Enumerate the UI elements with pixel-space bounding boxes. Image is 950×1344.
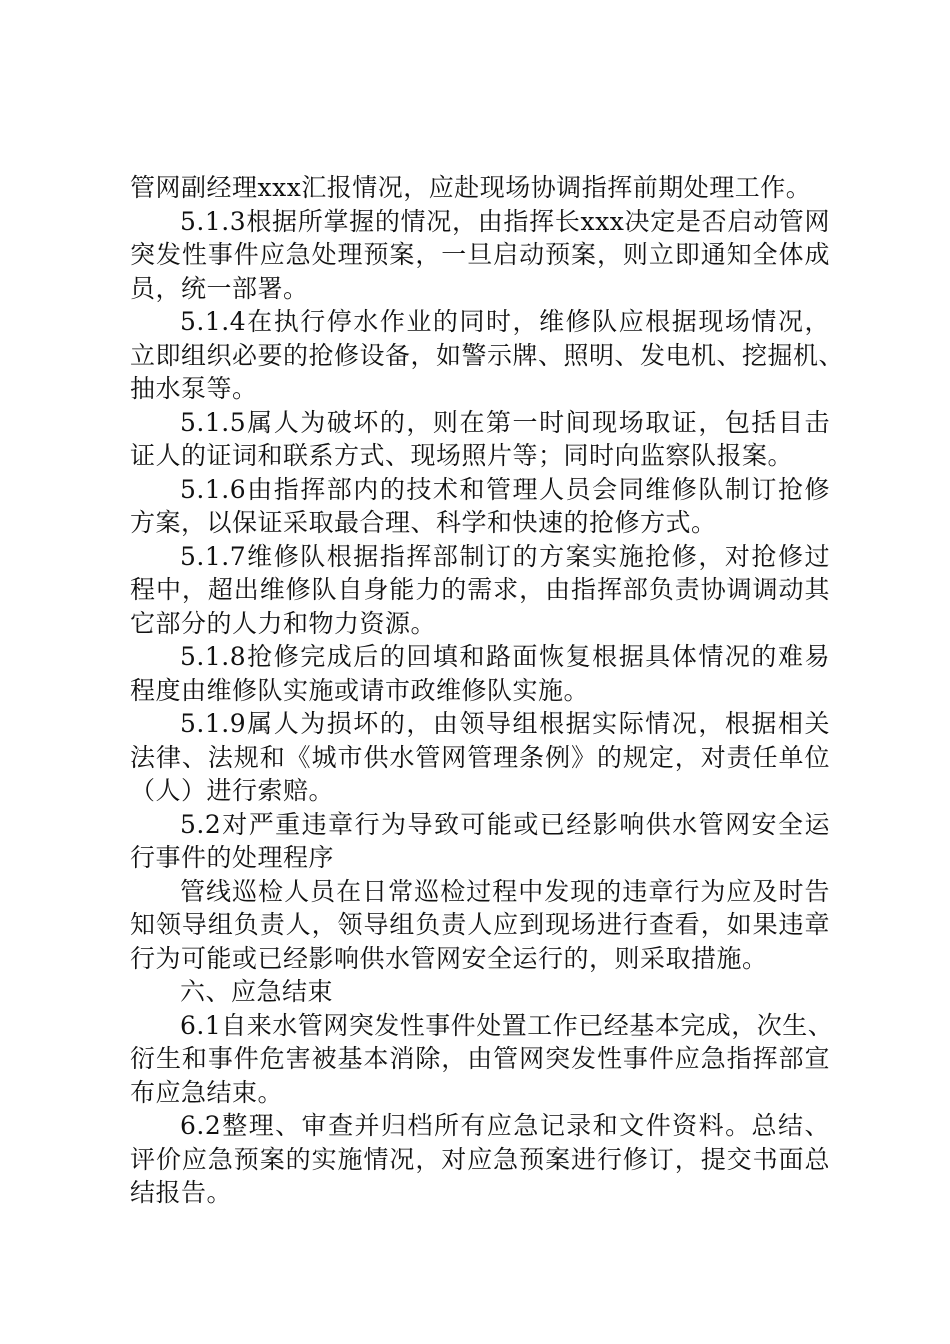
paragraph-5-1-5 (130, 406, 830, 473)
text-line: 6.1自来水管网突发性事件处置工作已经基本完成，次生、 (180, 1010, 834, 1040)
text-line: 5.1.8抢修完成后的回填和路面恢复根据具体情况的难易 (180, 642, 830, 671)
text-line: 5.1.5属人为破坏的，则在第一时间现场取证，包括目击 (180, 407, 830, 437)
text-line: 知领导组负责人，领导组负责人应到现场进行查看，如果违章 (130, 910, 830, 939)
text-line: 5.1.4在执行停水作业的同时，维修队应根据现场情况， (180, 307, 830, 336)
text-line: 程度由维修队实施或请市政维修队实施。 (130, 675, 590, 705)
paragraph-5-1-6 (130, 473, 830, 540)
text-line: 管网副经理xxx汇报情况，应赴现场协调指挥前期处理工作。 (130, 173, 812, 202)
text-line: 程中，超出维修队自身能力的需求，由指挥部负责协调调动其 (130, 575, 830, 604)
text-line: 员，统一部署。 (130, 273, 309, 303)
text-line: 突发性事件应急处理预案，一旦启动预案，则立即通知全体成 (130, 240, 830, 269)
text-line: 它部分的人力和物力资源。 (130, 608, 437, 638)
text-line: 5.2对严重违章行为导致可能或已经影响供水管网安全运 (180, 809, 830, 839)
paragraph-5-1-7 (130, 540, 830, 641)
text-line: 布应急结束。 (130, 1077, 284, 1107)
text-line: 抽水泵等。 (130, 374, 258, 403)
paragraph-5-2 (130, 808, 830, 875)
text-line: 6.2整理、审查并归档所有应急记录和文件资料。总结、 (180, 1111, 830, 1140)
paragraph-5-1-3 (130, 205, 830, 306)
text-line: 结报告。 (130, 1178, 233, 1207)
text-line: 5.1.7维修队根据指挥部制订的方案实施抢修，对抢修过 (180, 541, 830, 571)
text-line: 衍生和事件危害被基本消除，由管网突发性事件应急指挥部宣 (130, 1044, 830, 1073)
paragraph-5-1-8 (130, 640, 830, 707)
text-line: 证人的证词和联系方式、现场照片等；同时向监察队报案。 (130, 441, 794, 470)
text-line: 5.1.9属人为损坏的，由领导组根据实际情况，根据相关 (180, 709, 830, 738)
text-line: 行为可能或已经影响供水管网安全运行的，则采取措施。 (130, 943, 768, 973)
text-line: 立即组织必要的抢修设备，如警示牌、照明、发电机、挖掘机、 (130, 340, 845, 370)
paragraph-patrol (130, 875, 830, 976)
paragraph-6-1 (130, 1009, 834, 1110)
document-body (130, 171, 845, 1210)
text-line: 行事件的处理程序 (130, 843, 335, 872)
section-heading: 六、应急结束 (180, 977, 334, 1006)
paragraph-6-2 (130, 1109, 830, 1210)
text-line: 5.1.6由指挥部内的技术和管理人员会同维修队制订抢修 (180, 474, 830, 504)
paragraph-5-1-9 (130, 707, 830, 808)
text-line: 方案，以保证采取最合理、科学和快速的抢修方式。 (130, 508, 717, 537)
paragraph-continuation (130, 171, 830, 205)
text-line: 管线巡检人员在日常巡检过程中发现的违章行为应及时告 (180, 876, 830, 906)
paragraph-5-1-4 (130, 305, 845, 406)
text-line: （人）进行索赔。 (130, 776, 335, 805)
text-line: 评价应急预案的实施情况，对应急预案进行修订，提交书面总 (130, 1144, 830, 1174)
text-line: 5.1.3根据所掌握的情况，由指挥长xxx决定是否启动管网 (180, 206, 830, 236)
section-heading-6 (130, 975, 830, 1009)
text-line: 法律、法规和《城市供水管网管理条例》的规定，对责任单位 (130, 742, 830, 772)
